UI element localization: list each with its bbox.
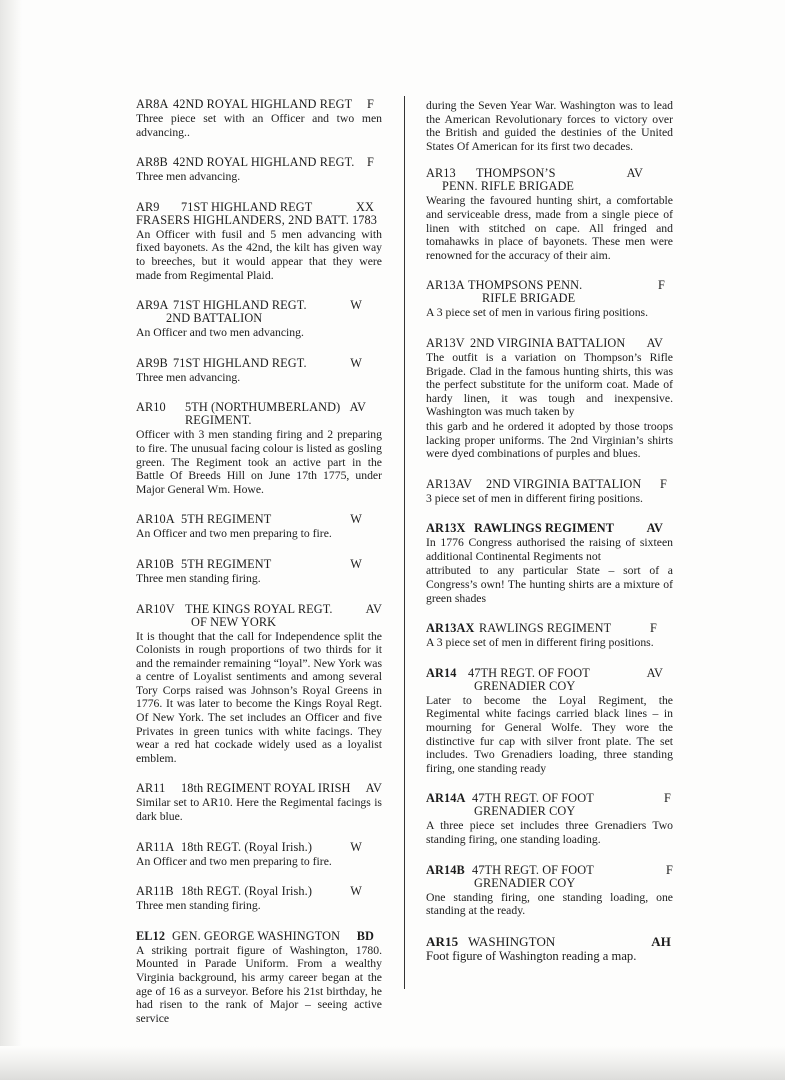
entry-code: AR11B (136, 884, 174, 899)
entry-name: GEN. GEORGE WASHINGTON (172, 928, 341, 943)
entry-name: 47TH REGT. OF FOOT (472, 791, 594, 806)
entry-grade: AV (626, 166, 643, 181)
catalog-entry (136, 201, 382, 282)
catalog-entry (426, 337, 673, 461)
entry-heading (136, 357, 382, 370)
entry-code: AR14 (426, 665, 457, 680)
catalog-entry (136, 930, 382, 1026)
entry-name: 5TH (NORTHUMBERLAND) (185, 400, 341, 415)
entry-grade: BD (356, 928, 374, 943)
column-divider (404, 96, 405, 989)
entry-name: 2ND VIRGINIA BATTALION (486, 476, 642, 491)
entry-description: The outfit is a variation on Thompson’s Rifle Brigade. Clad in the famous hunting shirts, this was the perfect substitute for the uniform coat. Made of hardy linen, it was tough and inexpensive. Washington was much taken by (426, 350, 673, 419)
catalog-entry (426, 667, 673, 776)
entry-heading (426, 522, 673, 535)
catalog-entry-continued (426, 99, 673, 153)
right-column (426, 98, 673, 980)
entry-description: Officer with 3 men standing firing and 2 preparing to fire. The unusual facing colour is listed as gosling green. The Regiment took an active part in the Battle Of Breeds Hill on June 17th 1775, under Major General Wm. Howe. (136, 428, 382, 496)
entry-name: THOMPSON’S (476, 166, 556, 181)
entry-name: 71ST HIGHLAND REGT. (173, 355, 307, 370)
entry-name: 2ND VIRGINIA BATTALION (470, 335, 626, 350)
catalog-entry (426, 935, 673, 964)
entry-code: AR9B (136, 355, 168, 370)
entry-heading (136, 201, 382, 214)
entry-subname: 2ND BATTALION (166, 311, 263, 326)
entry-grade: AV (365, 781, 382, 796)
entry-heading (136, 401, 382, 414)
entry-code: AR11A (136, 839, 175, 854)
entry-grade: AV (349, 400, 366, 415)
entry-description: Three men advancing. (136, 370, 241, 384)
entry-code: AR8A (136, 97, 169, 111)
entry-code: AR10 (136, 400, 166, 415)
entry-description: A striking portrait figure of Washington, 1780. Mounted in Parade Uniform. From a wealthy Virginia background, his army career began at the age of 16 as a surveyor. Before his 21st birthday, he had risen to the rank of Major – seeing active service (136, 943, 382, 1025)
catalog-entry (136, 513, 382, 541)
entry-grade: F (650, 621, 657, 636)
entry-description: An Officer with fusil and 5 men advancing with fixed bayonets. As the 42nd, the kilt has given way to breeches, but it would appear that they were made from Regimental Plaid. (136, 227, 382, 282)
entry-description: A 3 piece set of men in different firing positions. (426, 636, 654, 650)
entry-name: WASHINGTON (468, 933, 556, 949)
entry-heading (136, 930, 382, 943)
entry-grade: AH (651, 933, 671, 949)
entry-code: AR9A (136, 298, 169, 313)
entry-grade: F (666, 862, 673, 877)
entry-name: 5TH REGIMENT (181, 556, 272, 571)
entry-name: 42ND ROYAL HIGHLAND REGT. (173, 155, 355, 170)
entry-grade: W (350, 884, 362, 899)
entry-name: 47TH REGT. OF FOOT (472, 862, 594, 877)
catalog-entry (136, 782, 382, 823)
entry-name: 42ND ROYAL HIGHLAND REGT (173, 97, 353, 111)
catalog-entry (426, 522, 673, 605)
entry-subname: REGIMENT. (185, 413, 252, 428)
entry-code: AR14B (426, 862, 465, 877)
entry-grade: F (367, 97, 374, 111)
entry-name: 71ST HIGHLAND REGT. (173, 298, 307, 313)
entry-code: AR13A (426, 278, 465, 293)
entry-name: 18th REGIMENT ROYAL IRISH (181, 781, 351, 796)
scan-edge-bottom (0, 1046, 785, 1080)
entry-code: AR9 (136, 199, 160, 214)
entry-heading (426, 337, 673, 350)
catalog-entry (136, 885, 382, 913)
entry-subname: RIFLE BRIGADE (482, 291, 576, 306)
entry-grade: W (350, 512, 362, 527)
entry-description: Wearing the favoured hunting shirt, a comfortable and serviceable dress, made from a single piece of linen with stitched on cape. All fringed and tomahawks in place of bayonets. These men were renowned for the accuracy of their aim. (426, 194, 673, 262)
entry-name: THOMPSONS PENN. (468, 278, 583, 293)
entry-description-cont: this garb and he ordered it adopted by those troops lacking proper uniforms. The 2nd Virginian’s shirts were dyed combinations of purples and blues. (426, 419, 673, 461)
catalog-entry (426, 279, 673, 320)
entry-subname: FRASERS HIGHLANDERS, 2ND BATT. 1783 (136, 212, 378, 227)
entry-grade: AV (646, 335, 663, 350)
entry-grade: W (350, 355, 362, 370)
catalog-entry (426, 792, 673, 846)
entry-grade: F (367, 155, 374, 170)
entry-description: Similar set to AR10. Here the Regimental facings is dark blue. (136, 796, 382, 824)
catalog-entry (136, 401, 382, 496)
entry-grade: AV (365, 601, 382, 616)
entry-name: RAWLINGS REGIMENT (479, 621, 612, 636)
entry-code: AR13V (426, 335, 465, 350)
entry-heading (136, 156, 382, 169)
entry-heading (136, 513, 382, 526)
entry-description: Three piece set with an Officer and two men advancing.. (136, 112, 382, 139)
entry-subname: PENN. RIFLE BRIGADE (442, 179, 575, 194)
entry-code: AR15 (426, 933, 459, 949)
entry-name: RAWLINGS REGIMENT (474, 521, 615, 536)
entry-description: An Officer and two men preparing to fire. (136, 527, 332, 541)
entry-heading (136, 98, 382, 111)
entry-grade: F (660, 476, 667, 491)
entry-heading (426, 667, 673, 680)
entry-code: AR13AV (426, 476, 473, 491)
entry-grade: AV (646, 665, 663, 680)
entry-code: AR13X (426, 521, 466, 536)
entry-name: 71ST HIGHLAND REGT (181, 199, 313, 214)
entry-heading (426, 478, 673, 491)
entry-description: Foot figure of Washington reading a map. (426, 948, 637, 963)
catalog-entry (426, 864, 673, 918)
entry-description: 3 piece set of men in different firing positions. (426, 491, 643, 505)
catalog-entry (136, 603, 382, 766)
entry-heading (136, 841, 382, 854)
catalog-entry (136, 156, 382, 184)
entry-heading (136, 558, 382, 571)
entry-heading (426, 864, 673, 877)
entry-description-cont: attributed to any particular State – sort of a Congress’s own! The hunting shirts are a mixture of green shades (426, 564, 673, 605)
entry-code: AR13AX (426, 621, 475, 636)
entry-code: AR10V (136, 601, 175, 616)
entry-name: 18th REGT. (Royal Irish.) (181, 884, 313, 899)
entry-heading (136, 885, 382, 898)
catalog-entry (136, 98, 382, 139)
entry-code: AR13 (426, 166, 456, 181)
entry-grade: W (350, 556, 362, 571)
entry-heading (426, 622, 673, 635)
entry-description: In 1776 Congress authorised the raising of sixteen additional Continental Regiments not (426, 536, 673, 563)
catalog-entry (136, 841, 382, 869)
catalog-entry (136, 357, 382, 385)
entry-description: One standing firing, one standing loading, one standing at the ready. (426, 890, 673, 918)
entry-code: AR8B (136, 155, 168, 170)
entry-grade: W (350, 839, 362, 854)
catalog-entry (426, 478, 673, 506)
entry-subname: GRENADIER COY (474, 804, 576, 819)
entry-description: An Officer and two men advancing. (136, 326, 304, 340)
entry-description: It is thought that the call for Independence split the Colonists in rough proportions of two thirds for it and the remainder remaining “loyal”. New York was a centre of Loyalist sentiments and among several Tory Corps raised was Johnson’s Royal Greens in 1776. It was later to become the Kings Royal Regt. Of New York. The set includes an Officer and five Privates in green tunics with white facings. They wear a red hat cockade widely used as a loyalist emblem. (136, 629, 382, 765)
entry-code: EL12 (136, 928, 166, 943)
entry-grade: AV (646, 521, 663, 536)
entry-code: AR10A (136, 512, 175, 527)
entry-description: An Officer and two men preparing to fire. (136, 854, 332, 868)
catalog-entry (426, 622, 673, 650)
entry-name: THE KINGS ROYAL REGT. (185, 601, 333, 616)
entry-code: AR14A (426, 791, 466, 806)
entry-heading (136, 603, 382, 616)
entry-description: A three piece set includes three Grenadiers Two standing firing, one standing loading. (426, 819, 673, 846)
entry-subname: GRENADIER COY (474, 875, 576, 890)
entry-code: AR11 (136, 781, 166, 796)
entry-description: A 3 piece set of men in various firing positions. (426, 306, 649, 320)
entry-subname: GRENADIER COY (474, 678, 576, 693)
entry-grade: F (658, 278, 665, 293)
entry-name: 47TH REGT. OF FOOT (468, 665, 590, 680)
entry-description: during the Seven Year War. Washington was to lead the American Revolutionary forces to victory over the British and guided the destinies of the United States Of American for its first two decades. (426, 99, 673, 153)
entry-grade: XX (356, 199, 374, 214)
entry-description: Three men standing firing. (136, 571, 261, 585)
entry-subname: OF NEW YORK (191, 614, 277, 629)
entry-code: AR10B (136, 556, 175, 571)
entry-description: Later to become the Loyal Regiment, the Regimental white facings carried black lines – in mourning for General Wolfe. They wore the distinctive fur cap with silver front plate. The set includes. Two Grenadiers loading, three standing firing, one standing ready (426, 693, 673, 775)
entry-heading (136, 782, 382, 795)
catalog-entry (136, 299, 382, 340)
entry-name: 18th REGT. (Royal Irish.) (181, 839, 313, 854)
catalog-entry (136, 558, 382, 586)
entry-description: Three men advancing. (136, 170, 241, 184)
entry-name: 5TH REGIMENT (181, 512, 272, 527)
left-column (136, 98, 382, 1042)
entry-heading (426, 935, 673, 948)
entry-grade: W (350, 298, 362, 313)
catalog-entry (426, 167, 673, 262)
entry-grade: F (664, 791, 671, 806)
scan-edge-left (0, 0, 22, 1080)
entry-description: Three men standing firing. (136, 899, 261, 913)
